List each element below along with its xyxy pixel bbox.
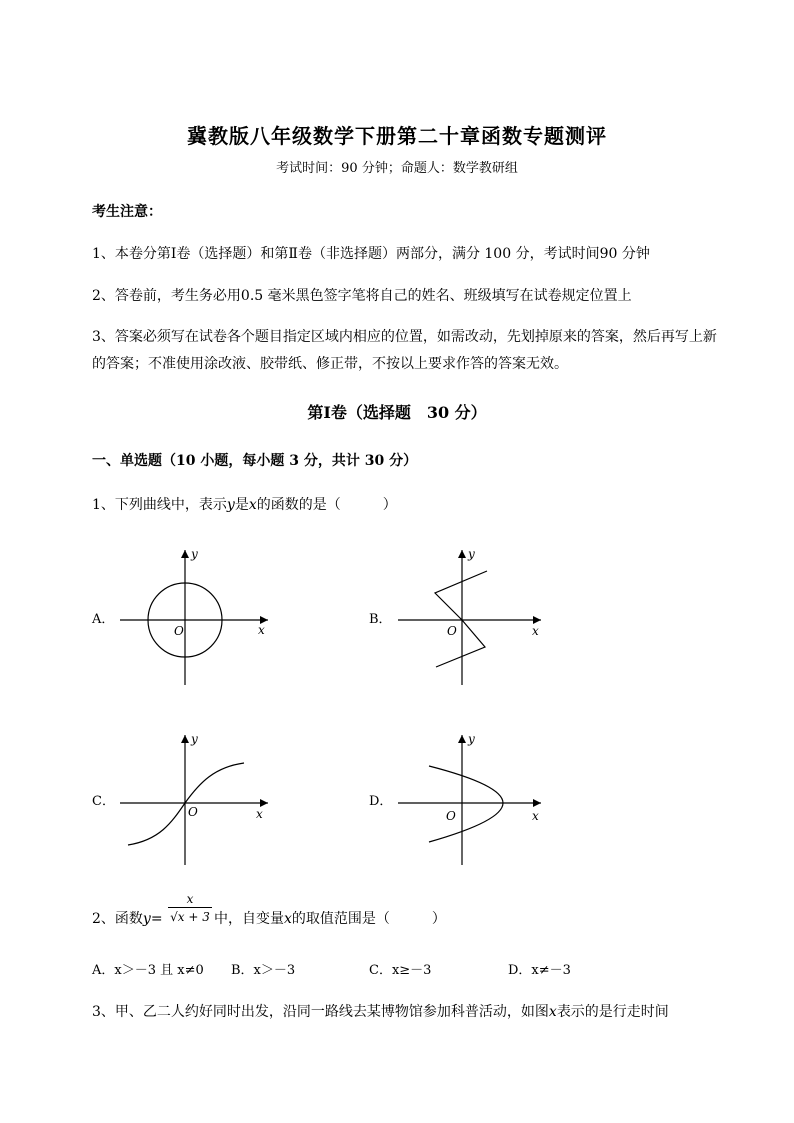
q1-option-c-label: C． xyxy=(92,794,115,809)
graph-c-y-arrow xyxy=(181,735,189,743)
section-title: 第Ⅰ卷（选择题 30 分） xyxy=(307,403,487,422)
graph-a-circle xyxy=(120,545,280,690)
q2-var-x: x xyxy=(284,911,292,927)
q2-frac-bar xyxy=(168,907,212,908)
graph-c-origin-label: O xyxy=(188,805,198,819)
graph-d-curve xyxy=(429,766,503,842)
q2-frac-numerator: x xyxy=(186,892,194,906)
question-2-prefix xyxy=(92,908,163,928)
q2-frac-denominator: √x + 3 xyxy=(170,910,210,924)
exam-info: 考试时间：90 分钟；命题人：数学教研组 xyxy=(276,161,518,176)
graph-c-x-label: x xyxy=(256,807,263,821)
graph-b-x-label: x xyxy=(532,624,539,638)
graph-b-y-label: y xyxy=(468,547,475,561)
notice-item-2: 2、答卷前，考生务必用0.5 毫米黑色签字笔将自己的姓名、班级填写在试卷规定位置上 xyxy=(92,288,632,304)
q3-text-post: 表示的是行走时间 xyxy=(556,1004,669,1020)
graph-d-y-arrow xyxy=(458,735,466,743)
q2-prefix-text: 2、函数 xyxy=(92,911,143,927)
question-3 xyxy=(92,1001,669,1021)
q1-option-a-label: A． xyxy=(92,612,115,627)
graph-d-x-arrow xyxy=(533,799,541,807)
graph-d-x-label: x xyxy=(532,809,539,823)
notice-item-1: 1、本卷分第Ⅰ卷（选择题）和第Ⅱ卷（非选择题）两部分，满分 100 分，考试时间90 分钟 xyxy=(92,246,650,262)
question-1 xyxy=(92,494,397,514)
q2-suffix-pre: 中，自变量 xyxy=(214,911,284,927)
q1-option-b-label: B． xyxy=(369,612,392,627)
graph-c-scurve xyxy=(120,730,280,870)
graph-a-y-arrow xyxy=(181,550,189,558)
q2-option-b: B．x＞－3 xyxy=(231,963,296,978)
graph-b-curve xyxy=(435,571,487,667)
notice-item-3-line1: 3、答案必须写在试卷各个题目指定区域内相应的位置，如需改动，先划掉原来的答案，然后再写上新 xyxy=(92,329,717,345)
q2-option-a: A．x＞－3 且 x≠0 xyxy=(92,963,204,978)
graph-b-y-arrow xyxy=(458,550,466,558)
q2-lhs: y= xyxy=(142,911,163,927)
q2-suffix-text: 的取值范围是（ ） xyxy=(291,911,446,927)
graph-b-origin-label: O xyxy=(447,624,457,638)
notice-heading: 考生注意： xyxy=(92,204,162,220)
q1-prefix: 1、下列曲线中，表示 xyxy=(92,497,227,513)
q3-text-pre: 3、甲、乙二人约好同时出发，沿同一路线去某博物馆参加科普活动，如图 xyxy=(92,1004,549,1020)
graph-b-zigzag xyxy=(398,545,558,690)
graph-c-y-label: y xyxy=(191,732,198,746)
q2-option-c: C．x≥－3 xyxy=(369,963,432,978)
q1-option-d-label: D． xyxy=(369,794,393,809)
graph-b-x-arrow xyxy=(533,616,541,624)
part-heading: 一、单选题（10 小题，每小题 3 分，共计 30 分） xyxy=(92,453,418,469)
graph-d-y-label: y xyxy=(468,732,475,746)
q1-var-x: x xyxy=(248,497,257,513)
question-2-suffix xyxy=(214,908,446,928)
graph-a-y-label: y xyxy=(191,547,198,561)
q1-var-y: y xyxy=(226,497,235,513)
q2-fraction xyxy=(168,892,212,925)
graph-c-x-arrow xyxy=(260,799,268,807)
graph-c-curve xyxy=(128,763,244,845)
graph-d-parabola xyxy=(398,730,558,870)
graph-a-origin-label: O xyxy=(174,624,184,638)
graph-a-x-label: x xyxy=(258,623,265,637)
q1-suffix: 的函数的是（ ） xyxy=(256,497,397,513)
page-title: 冀教版八年级数学下册第二十章函数专题测评 xyxy=(187,124,607,148)
graph-d-origin-label: O xyxy=(446,809,456,823)
q1-mid: 是 xyxy=(234,497,249,513)
q2-option-d: D．x≠－3 xyxy=(508,963,571,978)
q3-var-x: x xyxy=(548,1004,557,1020)
notice-item-3-line2: 的答案；不准使用涂改液、胶带纸、修正带，不按以上要求作答的答案无效。 xyxy=(92,356,568,372)
